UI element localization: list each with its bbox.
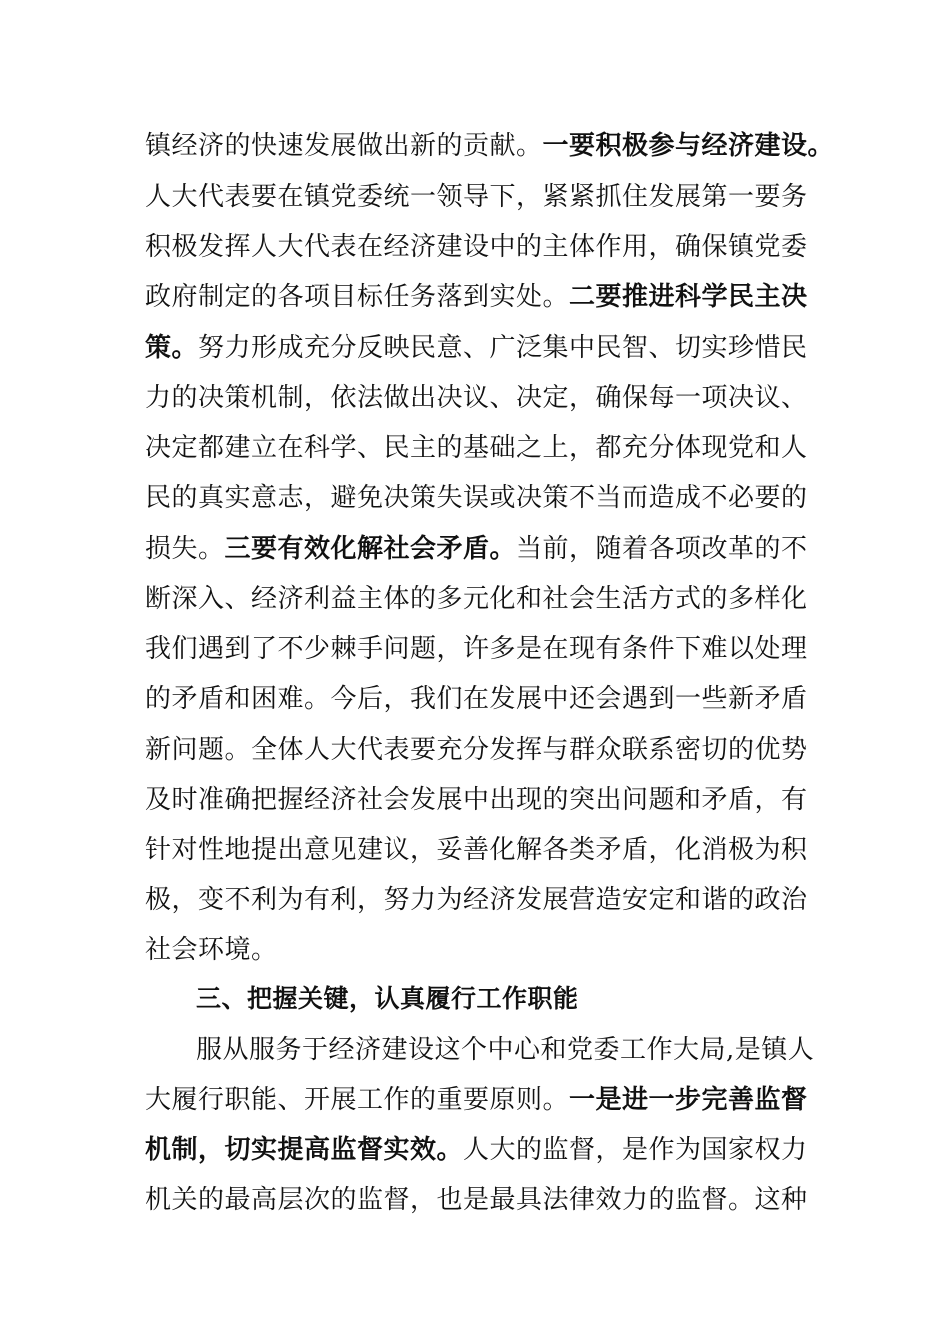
text-line bbox=[145, 275, 825, 319]
text-run: 损失。 bbox=[145, 534, 225, 564]
text-line: 新问题。全体人大代表要充分发挥与群众联系密切的优势 bbox=[145, 735, 808, 765]
text-line bbox=[145, 527, 825, 571]
text-run: 努力形成充分反映民意、广泛集中民智、切实珍惜民 bbox=[198, 333, 808, 363]
text-run: 政府制定的各项目标任务落到实处。 bbox=[145, 282, 570, 312]
text-run: 镇经济的快速发展做出新的贡献。 bbox=[145, 131, 543, 161]
text-run: 当前，随着各项改革的不 bbox=[516, 534, 808, 564]
text-line: 决定都建立在科学、民主的基础之上，都充分体现党和人 bbox=[145, 433, 808, 463]
text-run: 人大的监督，是作为国家权力 bbox=[463, 1135, 808, 1165]
text-line: 民的真实意志，避免决策失误或决策不当而造成不必要的 bbox=[145, 483, 808, 513]
text-line: 人大代表要在镇党委统一领导下，紧紧抓住发展第一要务 bbox=[145, 182, 808, 212]
bold-text-run: 二要推进科学民主决 bbox=[569, 282, 808, 312]
text-line bbox=[145, 1128, 825, 1172]
text-line: 极，变不利为有利，努力为经济发展营造安定和谐的政治 bbox=[145, 885, 808, 915]
text-run: 大履行职能、开展工作的重要原则。 bbox=[145, 1085, 570, 1115]
text-line: 机关的最高层次的监督，也是最具法律效力的监督。这种 bbox=[145, 1185, 808, 1215]
section-heading: 三、把握关键，认真履行工作职能 bbox=[196, 984, 579, 1013]
text-line: 我们遇到了不少棘手问题，许多是在现有条件下难以处理 bbox=[145, 634, 808, 664]
text-line: 社会环境。 bbox=[145, 935, 278, 965]
bold-text-run: 机制，切实提高监督实效。 bbox=[145, 1135, 464, 1165]
text-line bbox=[145, 1078, 825, 1122]
text-line bbox=[145, 124, 835, 168]
text-line: 断深入、经济利益主体的多元化和社会生活方式的多样化 bbox=[145, 584, 808, 614]
text-line: 力的决策机制，依法做出决议、决定，确保每一项决议、 bbox=[145, 383, 808, 413]
text-line bbox=[145, 326, 825, 370]
bold-text-run: 三要有效化解社会矛盾。 bbox=[224, 534, 517, 564]
bold-text-run: 一是进一步完善监督 bbox=[569, 1085, 808, 1115]
text-line: 及时准确把握经济社会发展中出现的突出问题和矛盾，有 bbox=[145, 785, 808, 815]
bold-text-run: 策。 bbox=[145, 333, 199, 363]
text-line: 针对性地提出意见建议，妥善化解各类矛盾，化消极为积 bbox=[145, 835, 808, 865]
text-line: 的矛盾和困难。今后，我们在发展中还会遇到一些新矛盾 bbox=[145, 684, 808, 714]
bold-text-run: 一要积极参与经济建设。 bbox=[542, 131, 835, 161]
text-line: 服从服务于经济建设这个中心和党委工作大局,是镇人 bbox=[196, 1035, 815, 1065]
text-line: 积极发挥人大代表在经济建设中的主体作用，确保镇党委 bbox=[145, 232, 808, 262]
